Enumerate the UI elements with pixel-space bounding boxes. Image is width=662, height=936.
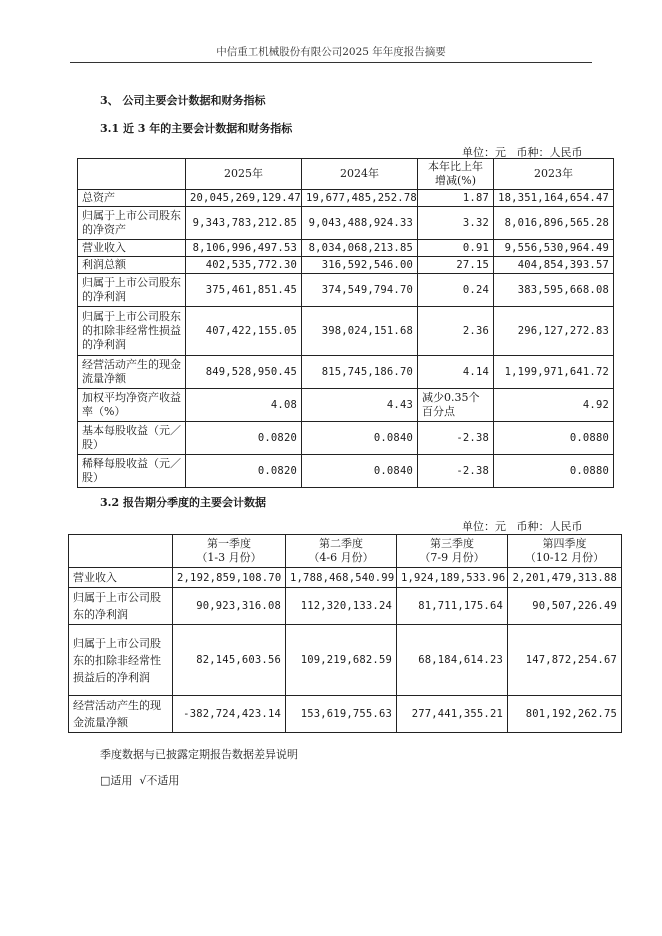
- page-header: 中信重工机械股份有限公司2025 年年度报告摘要: [216, 46, 446, 58]
- value-change: 3.32: [418, 207, 494, 240]
- value-2024: 815,745,186.70: [302, 356, 418, 389]
- value-q4: 801,192,262.75: [508, 696, 622, 733]
- value-change: 1.87: [418, 190, 494, 207]
- option-not-applicable: √不适用: [139, 774, 180, 787]
- unit-currency-label-3-1: 单位：元 币种：人民币: [462, 146, 583, 159]
- value-2023: 296,127,272.83: [494, 307, 614, 356]
- header-quarter-1: 第一季度 （1-3 月份）: [173, 535, 286, 568]
- header-blank-cell: [78, 159, 186, 190]
- table-row: [78, 307, 614, 356]
- value-2025: 20,045,269,129.47: [186, 190, 302, 207]
- header-quarter-2: 第二季度 （4-6 月份）: [286, 535, 397, 568]
- row-label: 利润总额: [78, 257, 186, 274]
- row-label: 加权平均净资产收益率（%）: [78, 389, 186, 422]
- row-label: 归属于上市公司股东的扣除非经常性损益的净利润: [78, 307, 186, 356]
- header-divider: [70, 62, 592, 63]
- row-label: 基本每股收益（元／股）: [78, 422, 186, 455]
- value-2025: 9,343,783,212.85: [186, 207, 302, 240]
- value-2024: 0.0840: [302, 422, 418, 455]
- value-q1: 90,923,316.08: [173, 588, 286, 625]
- value-2024: 4.43: [302, 389, 418, 422]
- row-label: 归属于上市公司股东的扣除非经常性损益后的净利润: [69, 625, 173, 696]
- table-row: [78, 356, 614, 389]
- header-2024: 2024年: [302, 159, 418, 190]
- value-change: 27.15: [418, 257, 494, 274]
- table-row: [78, 455, 614, 488]
- value-q3: 81,711,175.64: [397, 588, 508, 625]
- row-label: 总资产: [78, 190, 186, 207]
- value-2024: 316,592,546.00: [302, 257, 418, 274]
- value-2025: 0.0820: [186, 422, 302, 455]
- row-label: 营业收入: [69, 568, 173, 588]
- value-2025: 8,106,996,497.53: [186, 240, 302, 257]
- row-label: 归属于上市公司股东的净利润: [78, 274, 186, 307]
- row-label: 经营活动产生的现金流量净额: [78, 356, 186, 389]
- value-2024: 398,024,151.68: [302, 307, 418, 356]
- value-2025: 407,422,155.05: [186, 307, 302, 356]
- value-q1: -382,724,423.14: [173, 696, 286, 733]
- table-row: [78, 240, 614, 257]
- value-2025: 849,528,950.45: [186, 356, 302, 389]
- table-row: [78, 257, 614, 274]
- header-blank-cell: [69, 535, 173, 568]
- table-header-row: [78, 159, 614, 190]
- value-change: 2.36: [418, 307, 494, 356]
- row-label: 经营活动产生的现金流量净额: [69, 696, 173, 733]
- value-2023: 8,016,896,565.28: [494, 207, 614, 240]
- section-title: 3、 公司主要会计数据和财务指标: [100, 94, 266, 107]
- value-2025: 4.08: [186, 389, 302, 422]
- applicability-options: [100, 772, 179, 788]
- value-2023: 9,556,530,964.49: [494, 240, 614, 257]
- value-q3: 68,184,614.23: [397, 625, 508, 696]
- row-label: 归属于上市公司股东的净资产: [78, 207, 186, 240]
- annual-financial-table: [77, 158, 614, 488]
- table-row: [69, 568, 622, 588]
- quarterly-difference-note: 季度数据与已披露定期报告数据差异说明: [100, 748, 298, 761]
- table-header-row: [69, 535, 622, 568]
- value-change: 减少0.35个百分点: [418, 389, 494, 422]
- value-q4: 90,507,226.49: [508, 588, 622, 625]
- option-applicable: □适用: [100, 774, 133, 787]
- row-label: 营业收入: [78, 240, 186, 257]
- value-change: 0.91: [418, 240, 494, 257]
- value-2024: 8,034,068,213.85: [302, 240, 418, 257]
- header-2023: 2023年: [494, 159, 614, 190]
- header-change: 本年比上年 增减(%): [418, 159, 494, 190]
- table-row: [78, 274, 614, 307]
- header-quarter-4: 第四季度 （10-12 月份）: [508, 535, 622, 568]
- subsection-3-1-title: 3.1 近 3 年的主要会计数据和财务指标: [100, 122, 293, 135]
- value-q2: 153,619,755.63: [286, 696, 397, 733]
- value-change: -2.38: [418, 455, 494, 488]
- value-q2: 109,219,682.59: [286, 625, 397, 696]
- table-row: [78, 422, 614, 455]
- row-label: 稀释每股收益（元／股）: [78, 455, 186, 488]
- value-q4: 147,872,254.67: [508, 625, 622, 696]
- value-2024: 19,677,485,252.78: [302, 190, 418, 207]
- table-row: [69, 696, 622, 733]
- value-2023: 4.92: [494, 389, 614, 422]
- value-2023: 1,199,971,641.72: [494, 356, 614, 389]
- table-row: [78, 190, 614, 207]
- value-2025: 375,461,851.45: [186, 274, 302, 307]
- value-2025: 0.0820: [186, 455, 302, 488]
- value-change: 0.24: [418, 274, 494, 307]
- value-change: -2.38: [418, 422, 494, 455]
- value-q1: 82,145,603.56: [173, 625, 286, 696]
- quarterly-financial-table: [68, 534, 622, 733]
- value-2023: 18,351,164,654.47: [494, 190, 614, 207]
- table-row: [78, 207, 614, 240]
- value-q1: 2,192,859,108.70: [173, 568, 286, 588]
- table-row: [78, 389, 614, 422]
- value-2023: 0.0880: [494, 455, 614, 488]
- table-row: [69, 625, 622, 696]
- table-row: [69, 588, 622, 625]
- value-q3: 1,924,189,533.96: [397, 568, 508, 588]
- header-2025: 2025年: [186, 159, 302, 190]
- value-2024: 374,549,794.70: [302, 274, 418, 307]
- value-q3: 277,441,355.21: [397, 696, 508, 733]
- header-quarter-3: 第三季度 （7-9 月份）: [397, 535, 508, 568]
- unit-currency-label-3-2: 单位：元 币种：人民币: [462, 520, 583, 533]
- value-2025: 402,535,772.30: [186, 257, 302, 274]
- value-2024: 0.0840: [302, 455, 418, 488]
- value-q2: 1,788,468,540.99: [286, 568, 397, 588]
- value-change: 4.14: [418, 356, 494, 389]
- value-2023: 0.0880: [494, 422, 614, 455]
- row-label: 归属于上市公司股东的净利润: [69, 588, 173, 625]
- value-q2: 112,320,133.24: [286, 588, 397, 625]
- value-2024: 9,043,488,924.33: [302, 207, 418, 240]
- subsection-3-2-title: 3.2 报告期分季度的主要会计数据: [100, 496, 266, 509]
- value-q4: 2,201,479,313.88: [508, 568, 622, 588]
- value-2023: 404,854,393.57: [494, 257, 614, 274]
- value-2023: 383,595,668.08: [494, 274, 614, 307]
